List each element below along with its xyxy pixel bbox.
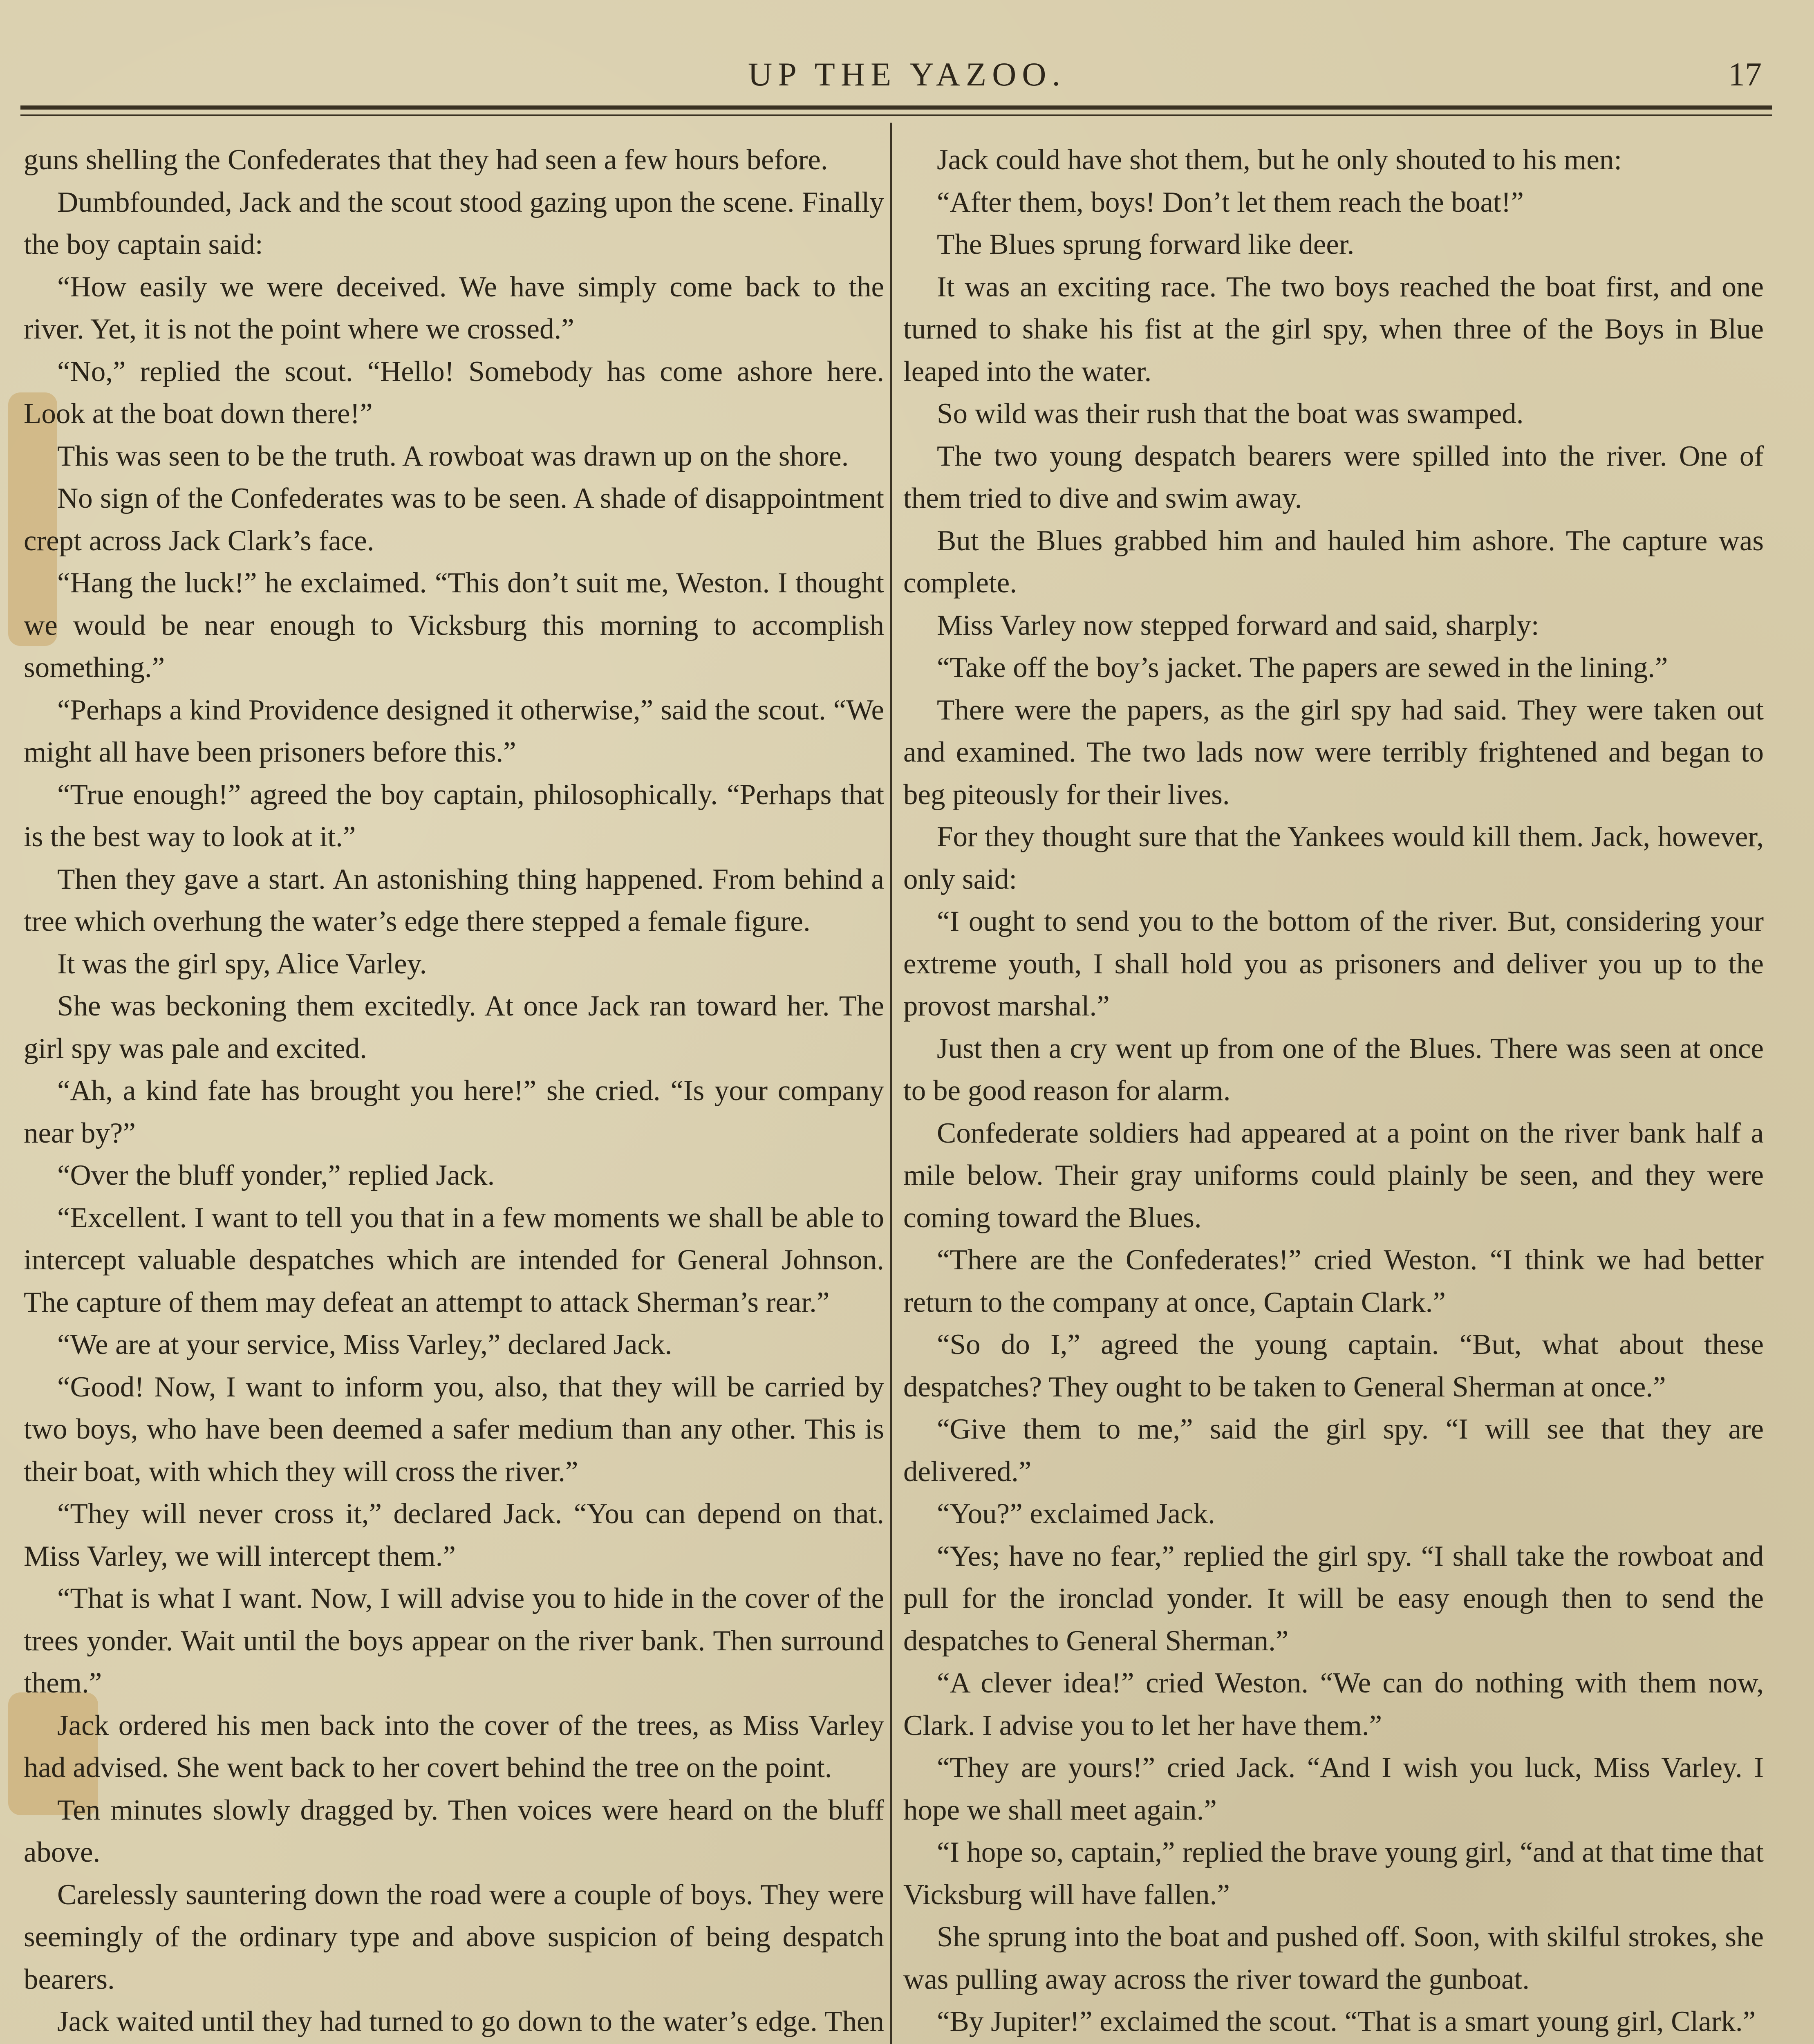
paragraph: “There are the Confederates!” cried Weston. “I think we had better return to the company at once, Captain Clark.”: [903, 1244, 1764, 1318]
header-rule: [20, 105, 1772, 110]
paragraph: For they thought sure that the Yankees would kill them. Jack, however, only said:: [903, 821, 1764, 895]
paragraph: guns shelling the Confederates that they had seen a few hours before.: [24, 144, 828, 176]
paragraph: Just then a cry went up from one of the Blues. There was seen at once to be good reason for alarm.: [903, 1032, 1764, 1107]
paragraph: Dumbfounded, Jack and the scout stood gazing upon the scene. Finally the boy captain said:: [24, 186, 884, 260]
paragraph: No sign of the Confederates was to be seen. A shade of disappointment crept across Jack Clark’s face.: [24, 482, 884, 557]
column-divider: [890, 123, 892, 2044]
paragraph: “By Jupiter!” exclaimed the scout. “That is a smart young girl, Clark.”: [937, 2006, 1756, 2037]
paragraph: This was seen to be the truth. A rowboat was drawn up on the shore.: [57, 440, 849, 472]
paragraph: But the Blues grabbed him and hauled him ashore. The capture was complete.: [903, 524, 1764, 599]
paragraph: “Excellent. I want to tell you that in a few moments we shall be able to intercept valuable despatches which are intended for General Johnson. The capture of them may defeat an attempt to attack Sherman’s rear.”: [24, 1201, 884, 1318]
paragraph: The two young despatch bearers were spilled into the river. One of them tried to dive and swim away.: [903, 440, 1764, 514]
paragraph: It was an exciting race. The two boys reached the boat first, and one turned to shake his fist at the girl spy, when three of the Boys in Blue leaped into the water.: [903, 271, 1764, 388]
right-column: [903, 139, 1764, 2044]
paragraph: She sprung into the boat and pushed off. Soon, with skilful strokes, she was pulling away across the river toward the gunboat.: [903, 1921, 1764, 1995]
running-head: UP THE YAZOO.: [748, 56, 1066, 93]
paragraph: “That is what I want. Now, I will advise you to hide in the cover of the trees yonder. Wait until the boys appear on the river bank. Then surround them.”: [24, 1582, 884, 1699]
paragraph: “No,” replied the scout. “Hello! Somebody has come ashore here. Look at the boat down there!”: [24, 355, 884, 430]
paragraph: “Good! Now, I want to inform you, also, that they will be carried by two boys, who have been deemed a safer medium than any other. This is their boat, with which they will cross the river.”: [24, 1371, 884, 1488]
paragraph: Miss Varley now stepped forward and said, sharply:: [937, 609, 1539, 641]
paragraph: “Ah, a kind fate has brought you here!” she cried. “Is your company near by?”: [24, 1075, 884, 1149]
paragraph: “Perhaps a kind Providence designed it otherwise,” said the scout. “We might all have been prisoners before this.”: [24, 694, 884, 768]
paragraph: “So do I,” agreed the young captain. “But, what about these despatches? They ought to be taken to General Sherman at once.”: [903, 1329, 1764, 1403]
header-rule-thin: [20, 114, 1772, 116]
paragraph: “You?” exclaimed Jack.: [937, 1498, 1215, 1530]
paragraph: It was the girl spy, Alice Varley.: [57, 948, 427, 980]
paragraph: “We are at your service, Miss Varley,” declared Jack.: [57, 1329, 672, 1360]
paragraph: “They are yours!” cried Jack. “And I wish you luck, Miss Varley. I hope we shall meet again.”: [903, 1752, 1764, 1826]
paragraph: “After them, boys! Don’t let them reach the boat!”: [937, 186, 1524, 218]
paragraph: “True enough!” agreed the boy captain, philosophically. “Perhaps that is the best way to look at it.”: [24, 778, 884, 853]
paragraph: Jack waited until they had turned to go down to the water’s edge. Then: [57, 2006, 884, 2037]
left-column: [24, 139, 884, 2044]
paragraph: Jack could have shot them, but he only shouted to his men:: [937, 144, 1622, 176]
paragraph: “I ought to send you to the bottom of the river. But, considering your extreme youth, I shall hold you as prisoners and deliver you up to the provost marshal.”: [903, 905, 1764, 1022]
paragraph: Confederate soldiers had appeared at a point on the river bank half a mile below. Their gray uniforms could plainly be seen, and they were coming toward the Blues.: [903, 1117, 1764, 1234]
paragraph: So wild was their rush that the boat was swamped.: [937, 398, 1524, 430]
paragraph: “They will never cross it,” declared Jack. “You can depend on that. Miss Varley, we will intercept them.”: [24, 1498, 884, 1572]
paragraph: Then they gave a start. An astonishing thing happened. From behind a tree which overhung the water’s edge there stepped a female figure.: [24, 863, 884, 937]
paragraph: There were the papers, as the girl spy had said. They were taken out and examined. The two lads now were terribly frightened and began to beg piteously for their lives.: [903, 694, 1764, 811]
paragraph: “A clever idea!” cried Weston. “We can do nothing with them now, Clark. I advise you to let her have them.”: [903, 1667, 1764, 1741]
paragraph: “Hang the luck!” he exclaimed. “This don’t suit me, Weston. I thought we would be near enough to Vicksburg this morning to accomplish something.”: [24, 567, 884, 684]
paragraph: Jack ordered his men back into the cover of the trees, as Miss Varley had advised. She went back to her covert behind the tree on the point.: [24, 1709, 884, 1784]
paragraph: “Yes; have no fear,” replied the girl spy. “I shall take the rowboat and pull for the ironclad yonder. It will be easy enough then to send the despatches to General Sherman.”: [903, 1540, 1764, 1657]
paragraph: Ten minutes slowly dragged by. Then voices were heard on the bluff above.: [24, 1794, 884, 1868]
paragraph: “Over the bluff yonder,” replied Jack.: [57, 1159, 495, 1191]
paragraph: She was beckoning them excitedly. At once Jack ran toward her. The girl spy was pale and excited.: [24, 990, 884, 1065]
paragraph: “Give them to me,” said the girl spy. “I will see that they are delivered.”: [903, 1413, 1764, 1488]
paragraph: “How easily we were deceived. We have simply come back to the river. Yet, it is not the point where we crossed.”: [24, 271, 884, 345]
page-number: 17: [1728, 56, 1762, 93]
paragraph: “Take off the boy’s jacket. The papers are sewed in the lining.”: [937, 652, 1668, 684]
paragraph: The Blues sprung forward like deer.: [937, 229, 1355, 260]
paragraph: “I hope so, captain,” replied the brave young girl, “and at that time that Vicksburg will have fallen.”: [903, 1836, 1764, 1911]
paragraph: Carelessly sauntering down the road were a couple of boys. They were seemingly of the ordinary type and above suspicion of being despatch bearers.: [24, 1878, 884, 1995]
